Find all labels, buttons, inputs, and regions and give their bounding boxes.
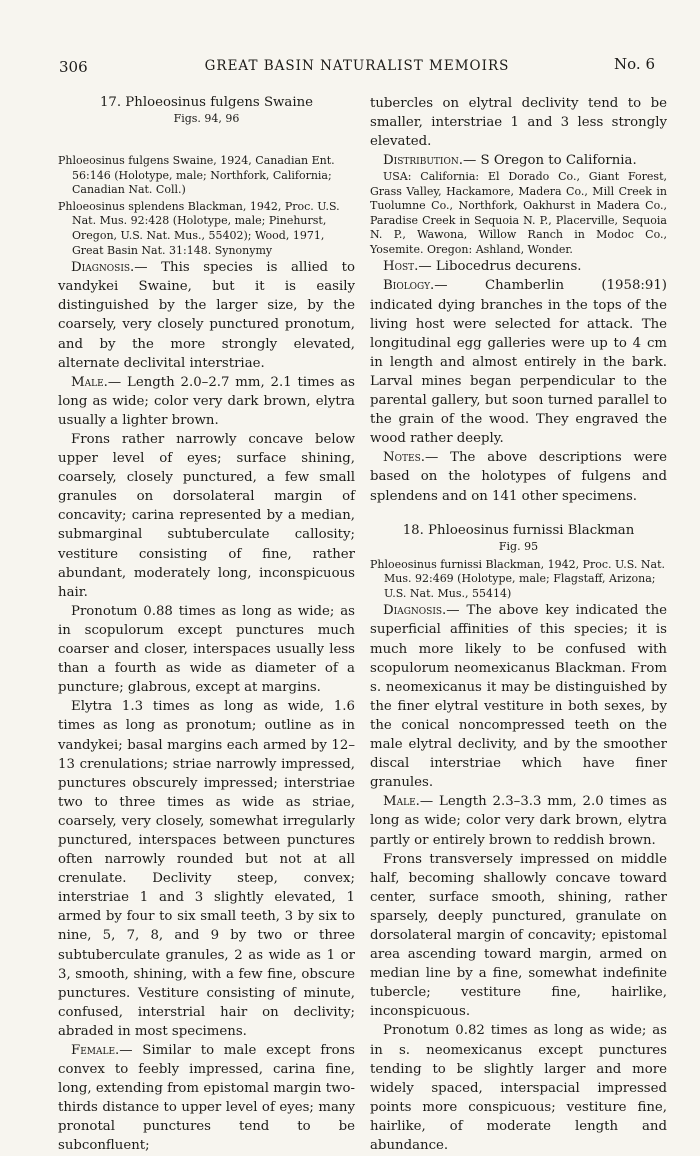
distribution-label: Distribution.— — [383, 153, 477, 169]
biology-text: Chamberlin (1958:91) indicated dying branches in the tops of the living host were selected for attack. The longitudinal egg galleries were up to 4 cm in length and almost entirely in the bark. Larval mines began perpendicular to the parental gallery, but soon turned parallel to the grain of the wood. They engraved the wood rather deeply. — [370, 278, 667, 447]
synonymy-entry-furnissi: Phloeosinus furnissi Blackman, 1942, Proc. U.S. Nat. Mus. 92:469 (Holotype, male; Flagstaff, Arizona; U.S. Nat. Mus., 55414) — [370, 557, 666, 600]
male2-paragraph — [370, 792, 667, 849]
male-text: Length 2.0–2.7 mm, 2.1 times as long as wide; color very dark brown, elytra usually a lighter brown. — [58, 374, 355, 428]
running-title: GREAT BASIN NATURALIST MEMOIRS — [204, 58, 510, 74]
notes-paragraph — [370, 448, 667, 505]
male-paragraph — [58, 373, 355, 430]
male-label: Male.— — [71, 374, 122, 390]
species-heading-18: 18. Phloeosinus furnissi Blackman — [402, 522, 635, 538]
continuation-paragraph: tubercles on elytral declivity tend to be smaller, interstriae 1 and 3 less strongly elevated. — [370, 96, 667, 150]
page-number: 306 — [59, 58, 88, 76]
distribution-paragraph — [370, 151, 667, 170]
pronotum2-paragraph: Pronotum 0.82 times as long as wide; as in s. neomexicanus except punctures tending to be slightly larger and more widely spaced, interspacial impressed points more conspicuous; vestiture fine, hairlike, of moderate length and abundance. — [370, 1023, 667, 1153]
distribution-text: S Oregon to California. — [480, 153, 637, 169]
figure-reference-17: Figs. 94, 96 — [173, 112, 240, 125]
female-text: Similar to male except frons convex to feebly impressed, carina fine, long, extending from epistomal margin two-thirds distance to upper level of eyes; many pronotal punctures tend to be subconfluent; — [58, 1043, 355, 1154]
synonymy-entry-splendens: Phloeosinus splendens Blackman, 1942, Proc. U.S. Nat. Mus. 92:428 (Holotype, male; Pinehurst, Oregon, U.S. Nat. Mus., 55402); Wood, 1971, Great Basin Nat. 31:148. Synonymy — [58, 199, 340, 257]
synonymy-entry-fulgens: Phloeosinus fulgens Swaine, 1924, Canadian Ent. 56:146 (Holotype, male; Northfork, California; Canadian Nat. Coll.) — [58, 154, 335, 197]
issue-number: No. 6 — [614, 55, 655, 73]
left-column — [58, 94, 355, 1156]
diagnosis-label: Diagnosis.— — [71, 260, 148, 276]
frons2-paragraph: Frons transversely impressed on middle half, becoming shallowly concave toward center, surface smooth, shining, rather sparsely, deeply punctured, granulate on dorsolateral margin of concavity; epistomal area ascending toward margin, armed on median line by a fine, somewhat indefinite tubercle; vestiture fine, hairlike, inconspicuous. — [370, 851, 667, 1020]
notes-label: Notes.— — [383, 450, 439, 466]
pronotum-paragraph: Pronotum 0.88 times as long as wide; as in scopulorum except punctures much coarser and closer, interspaces usually less than a fourth as wide as diameter of a puncture; glabrous, except at margins. — [58, 603, 355, 696]
female-paragraph — [58, 1041, 355, 1156]
figure-reference-18: Fig. 95 — [498, 539, 539, 553]
biology-paragraph — [370, 276, 667, 448]
notes-text: The above descriptions were based on the holotypes of fulgens and splendens and on 141 other specimens. — [370, 450, 667, 504]
localities-paragraph: USA: California: El Dorado Co., Giant Forest, Grass Valley, Hackamore, Madera Co., Mill Creek in Tuolumne Co., Northfork, Oakhurst in Madera Co., Paradise Creek in Sequoia N. P., Placerville, Sequoia N. P., Wawona, Willow Ranch in Modoc Co., Yosemite. Oregon: Ashland, Wonder. — [370, 170, 667, 256]
diagnosis2-paragraph — [370, 601, 667, 792]
spacer — [58, 130, 355, 152]
species-heading-17: 17. Phloeosinus fulgens Swaine — [99, 95, 314, 110]
diagnosis-paragraph — [58, 258, 355, 373]
section-gap — [370, 506, 667, 522]
male2-text: Length 2.3–3.3 mm, 2.0 times as long as wide; color very dark brown, elytra partly or entirely brown to reddish brown. — [370, 794, 667, 848]
elytra-paragraph: Elytra 1.3 times as long as wide, 1.6 times as long as pronotum; outline as in vandykei; basal margins each armed by 12–13 crenulations; striae narrowly impressed, punctures obscurely impressed; interstriae two to three times as wide as striae, coarsely, very closely, somewhat irregularly punctured, interspaces between punctures often narrowly rounded but not at all crenulate. Declivity steep, convex; interstriae 1 and 3 slightly elevated, 1 armed by four to six small teeth, 3 by six to nine, 5, 7, 8, and 9 by two or three subtuberculate granules, 2 as wide as 1 or 3, smooth, shining, with a few fine, obscure punctures. Vestiture consisting of minute, confused, interstrial hair on declivity; abraded in most specimens. — [58, 699, 355, 1039]
diagnosis2-label: Diagnosis.— — [383, 603, 460, 619]
female-label: Female.— — [71, 1043, 133, 1058]
frons-paragraph: Frons rather narrowly concave below upper level of eyes; surface shining, coarsely, closely punctured, a few small granules on dorsolateral margin of concavity; carina represented by a median, submarginal subtuberculate callosity; vestiture consisting of fine, rather abundant, moderately long, inconspicuous hair. — [58, 432, 355, 600]
running-header — [59, 55, 655, 82]
host-text: Libocedrus decurens. — [435, 259, 582, 275]
host-paragraph — [370, 257, 667, 276]
male2-label: Male.— — [383, 794, 434, 810]
biology-label: Biology.— — [383, 278, 448, 294]
diagnosis-text: This species is allied to vandykei Swaine, but it is easily distinguished by the larger size, by the coarsely, very closely punctured pronotum, and by the more strongly elevated, alternate declivital interstriae. — [58, 260, 355, 371]
diagnosis2-text: The above key indicated the superficial affinities of this species; it is much more likely to be confused with scopulorum neomexicanus Blackman. From s. neomexicanus it may be distinguished by the finer elytral vestiture in both sexes, by the conical noncompressed teeth on the male elytral declivity, and by the smoother discal interstriae which have finer granules. — [370, 603, 667, 791]
host-label: Host.— — [383, 259, 432, 275]
right-column — [370, 94, 667, 1155]
